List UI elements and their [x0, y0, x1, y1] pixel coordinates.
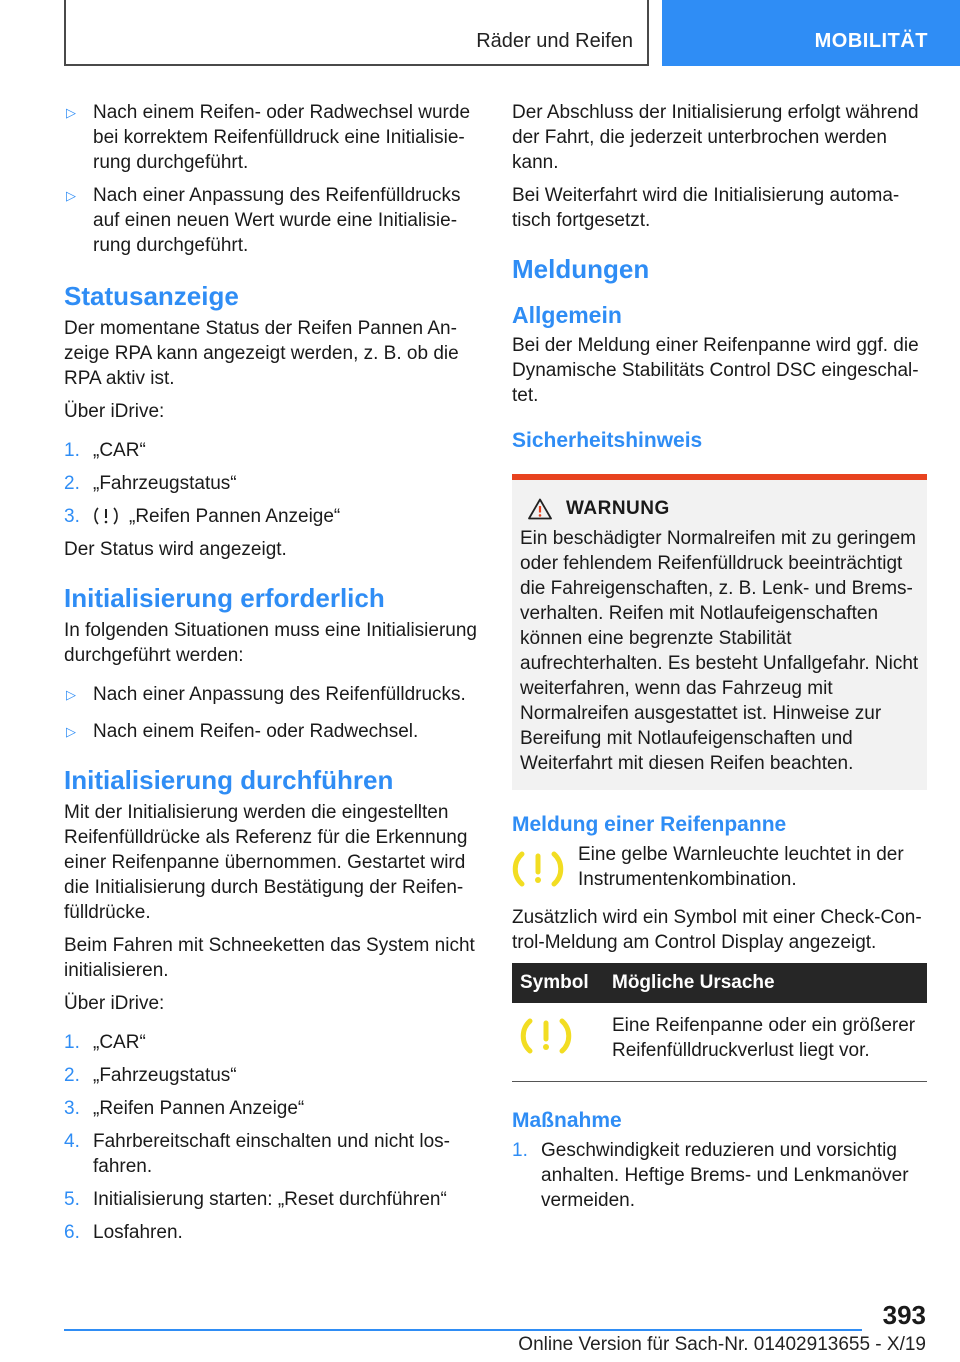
- list-item: 3. „Reifen Pannen Anzeige“: [64, 1098, 305, 1119]
- table-header-row: [512, 963, 927, 1003]
- list-item: 1. „CAR“: [64, 1032, 146, 1053]
- symbol-table: [512, 963, 927, 1082]
- triangle-bullet-icon: ▷: [66, 687, 76, 702]
- list-item: 1. Geschwindigkeit reduzieren und vorsichtig anhalten. Heftige Brems- und Lenkmanöver vermeiden.: [512, 1140, 909, 1211]
- right-column: [512, 100, 927, 1221]
- table-header-symbol: Symbol: [512, 963, 604, 1003]
- warning-triangle-icon: [528, 498, 552, 520]
- intro-text-2: Bei Weiterfahrt wird die Initialisierung automatisch fortgesetzt.: [512, 185, 900, 231]
- heading-sicherheitshinweis: Sicherheitshinweis: [512, 429, 703, 452]
- heading-init-perform: Initialisierung durchführen: [64, 765, 394, 795]
- do-text-2: Beim Fahren mit Schneeketten das System nicht initialisieren.: [64, 935, 475, 981]
- bullet-item: ▷ Nach einer Anpassung des Reifenfülldrucks.: [66, 684, 466, 705]
- heading-meldung-reifenpanne: Meldung einer Reifenpanne: [512, 813, 787, 836]
- triangle-bullet-icon: ▷: [66, 188, 76, 203]
- heading-init-required: Initialisierung erforderlich: [64, 583, 385, 613]
- list-item: 2. „Fahrzeugstatus“: [64, 1065, 237, 1086]
- table-cause-cell: Eine Reifenpanne oder ein größerer Reifenfülldruckverlust liegt vor.: [604, 1003, 927, 1082]
- heading-meldungen: Meldungen: [512, 254, 650, 284]
- warning-title: WARNUNG: [566, 498, 670, 519]
- do-text-1: Mit der Initialisierung werden die eingestellten Reifenfülldrücke als Referenz für die Erkennung einer Reifenpanne übernommen. Gestartet wird die Initialisierung durch Bestätigung der Reifenfülldrücke.: [64, 802, 468, 923]
- triangle-bullet-icon: ▷: [66, 724, 76, 739]
- warning-lamp-row: [512, 842, 927, 893]
- tire-warning-lamp-icon: [512, 850, 564, 888]
- tire-pressure-icon: [93, 505, 119, 527]
- footer-divider: [64, 1329, 862, 1331]
- warning-header: [520, 498, 919, 520]
- list-item: 5. Initialisierung starten: „Reset durchführen“: [64, 1189, 447, 1210]
- status-idrive-label: Über iDrive:: [64, 401, 165, 422]
- bullet-item: ▷ Nach einem Reifen- oder Radwechsel.: [66, 721, 419, 742]
- header-section-box: [64, 0, 649, 66]
- intro-text-1: Der Abschluss der Initialisierung erfolgt während der Fahrt, die jederzeit unterbrochen werden kann.: [512, 102, 919, 173]
- heading-massnahme: Maßnahme: [512, 1109, 622, 1132]
- left-column: [64, 100, 479, 1253]
- table-header-cause: Mögliche Ursache: [604, 963, 927, 1003]
- warning-text: Ein beschädigter Normalreifen mit zu geringem oder fehlendem Reifenfülldruck beeinträchtigt die Fahreigenschaften, z. B. Lenk- und Bremsverhalten. Reifen mit Notlaufeigenschaften können eine begrenzte Stabilität aufrechterhalten. Es besteht Unfallgefahr. Nicht weiterfahren, wenn das Fahrzeug mit Normalreifen ausgestattet ist. Hinweise zur Bereifung mit Notlaufeigenschaften und Weiterfahrt mit diesen Reifen beachten.: [520, 528, 919, 774]
- tire-warning-symbol-icon: [520, 1017, 572, 1055]
- status-result: Der Status wird angezeigt.: [64, 539, 287, 560]
- bullet-item: ▷ Nach einer Anpassung des Reifenfülldrucks auf einen neuen Wert wurde eine Initialisierung durchgeführt.: [66, 185, 461, 256]
- header-chapter-box: [662, 0, 960, 66]
- lamp-text: Eine gelbe Warnleuchte leuchtet in der Instrumentenkombination.: [578, 844, 904, 890]
- page-number: 393: [882, 1300, 926, 1330]
- list-item: 6. Losfahren.: [64, 1222, 183, 1243]
- header-chapter-title: MOBILITÄT: [814, 30, 928, 52]
- list-item: 1. „CAR“: [64, 440, 146, 461]
- heading-statusanzeige: Statusanzeige: [64, 281, 239, 311]
- table-row: [512, 1003, 927, 1082]
- triangle-bullet-icon: ▷: [66, 105, 76, 120]
- list-item: 2. „Fahrzeugstatus“: [64, 473, 237, 494]
- do-idrive-label: Über iDrive:: [64, 993, 165, 1014]
- status-text: Der momentane Status der Reifen Pannen Anzeige RPA kann angezeigt werden, z. B. ob die RPA aktiv ist.: [64, 318, 459, 389]
- req-text: In folgenden Situationen muss eine Initialisierung durchgeführt werden:: [64, 620, 477, 666]
- list-item: 3. „Reifen Pannen Anzeige“: [64, 506, 341, 527]
- list-item: 4. Fahrbereitschaft einschalten und nicht losfahren.: [64, 1131, 450, 1177]
- header-section-title: Räder und Reifen: [476, 30, 633, 52]
- extra-text: Zusätzlich wird ein Symbol mit einer Check-Control-Meldung am Control Display angezeigt.: [512, 907, 922, 953]
- general-text: Bei der Meldung einer Reifenpanne wird ggf. die Dynamische Stabilitäts Control DSC eingeschaltet.: [512, 335, 919, 406]
- footer-online-version: Online Version für Sach-Nr. 01402913655 - X/19: [518, 1334, 926, 1355]
- bullet-item: ▷ Nach einem Reifen- oder Radwechsel wurde bei korrektem Reifenfülldruck eine Initialisierung durchgeführt.: [66, 102, 471, 173]
- heading-allgemein: Allgemein: [512, 302, 622, 328]
- warning-box: [512, 474, 927, 790]
